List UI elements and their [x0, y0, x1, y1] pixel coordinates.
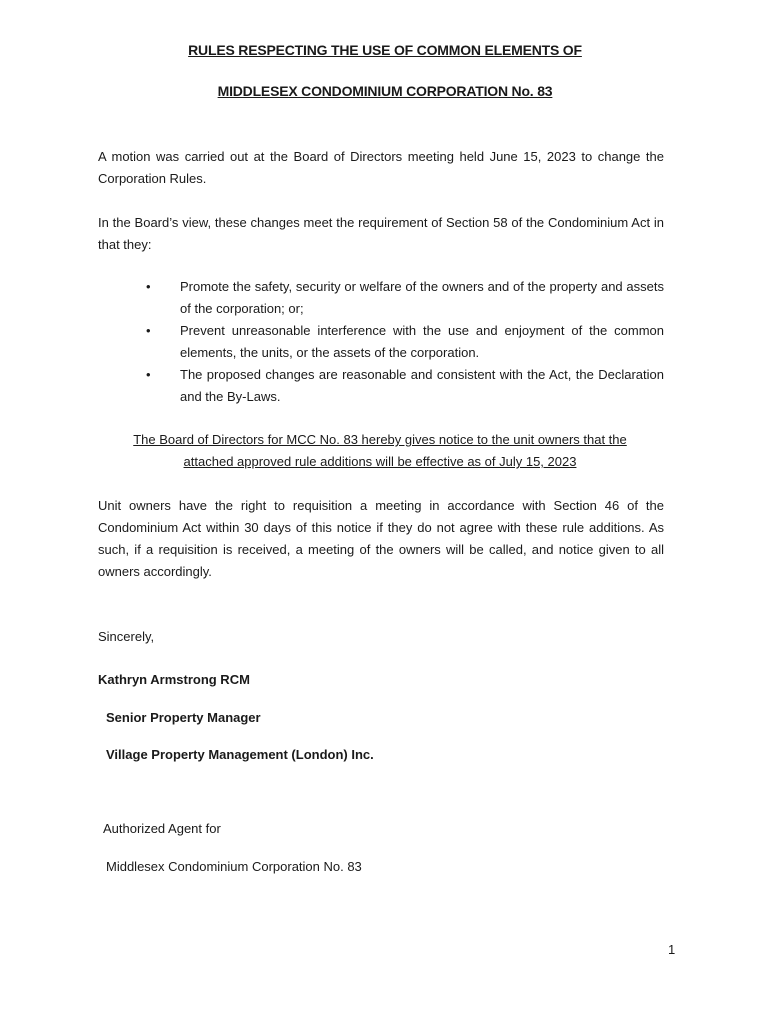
document-title-line-1: RULES RESPECTING THE USE OF COMMON ELEMENTS OF [188, 42, 582, 58]
list-item [146, 364, 664, 408]
requirements-list [146, 276, 664, 408]
corporation-name: Middlesex Condominium Corporation No. 83 [106, 859, 362, 874]
closing-salutation: Sincerely, [98, 629, 155, 644]
effective-date-notice: The Board of Directors for MCC No. 83 hereby gives notice to the unit owners that the attached approved rule additions will be effective as of July 15, 2023 [133, 432, 627, 469]
list-item-text: Promote the safety, security or welfare of the owners and of the property and assets of the corporation; or; [180, 279, 664, 316]
motion-paragraph: A motion was carried out at the Board of Directors meeting held June 15, 2023 to change the Corporation Rules. [98, 149, 664, 186]
bullet-icon: • [146, 279, 151, 294]
list-item-text: Prevent unreasonable interference with the use and enjoyment of the common elements, the units, or the assets of the corporation. [180, 323, 664, 360]
requisition-paragraph: Unit owners have the right to requisition a meeting in accordance with Section 46 of the Condominium Act within 30 days of this notice if they do not agree with these rule additions. As such, if a requisition is received, a meeting of the owners will be called, and notice given to all owners accordingly. [98, 498, 664, 579]
list-item [146, 276, 664, 320]
page-number: 1 [668, 942, 676, 957]
signatory-name: Kathryn Armstrong RCM [98, 672, 250, 687]
agent-label: Authorized Agent for [103, 821, 221, 836]
document-title-line-2: MIDDLESEX CONDOMINIUM CORPORATION No. 83 [217, 83, 553, 99]
signatory-company: Village Property Management (London) Inc. [106, 747, 374, 762]
list-item-text: The proposed changes are reasonable and consistent with the Act, the Declaration and the By-Laws. [180, 367, 664, 404]
board-view-paragraph: In the Board’s view, these changes meet the requirement of Section 58 of the Condominium Act in that they: [98, 215, 664, 252]
signatory-role: Senior Property Manager [106, 710, 261, 725]
bullet-icon: • [146, 323, 151, 338]
bullet-icon: • [146, 367, 151, 382]
list-item [146, 320, 664, 364]
